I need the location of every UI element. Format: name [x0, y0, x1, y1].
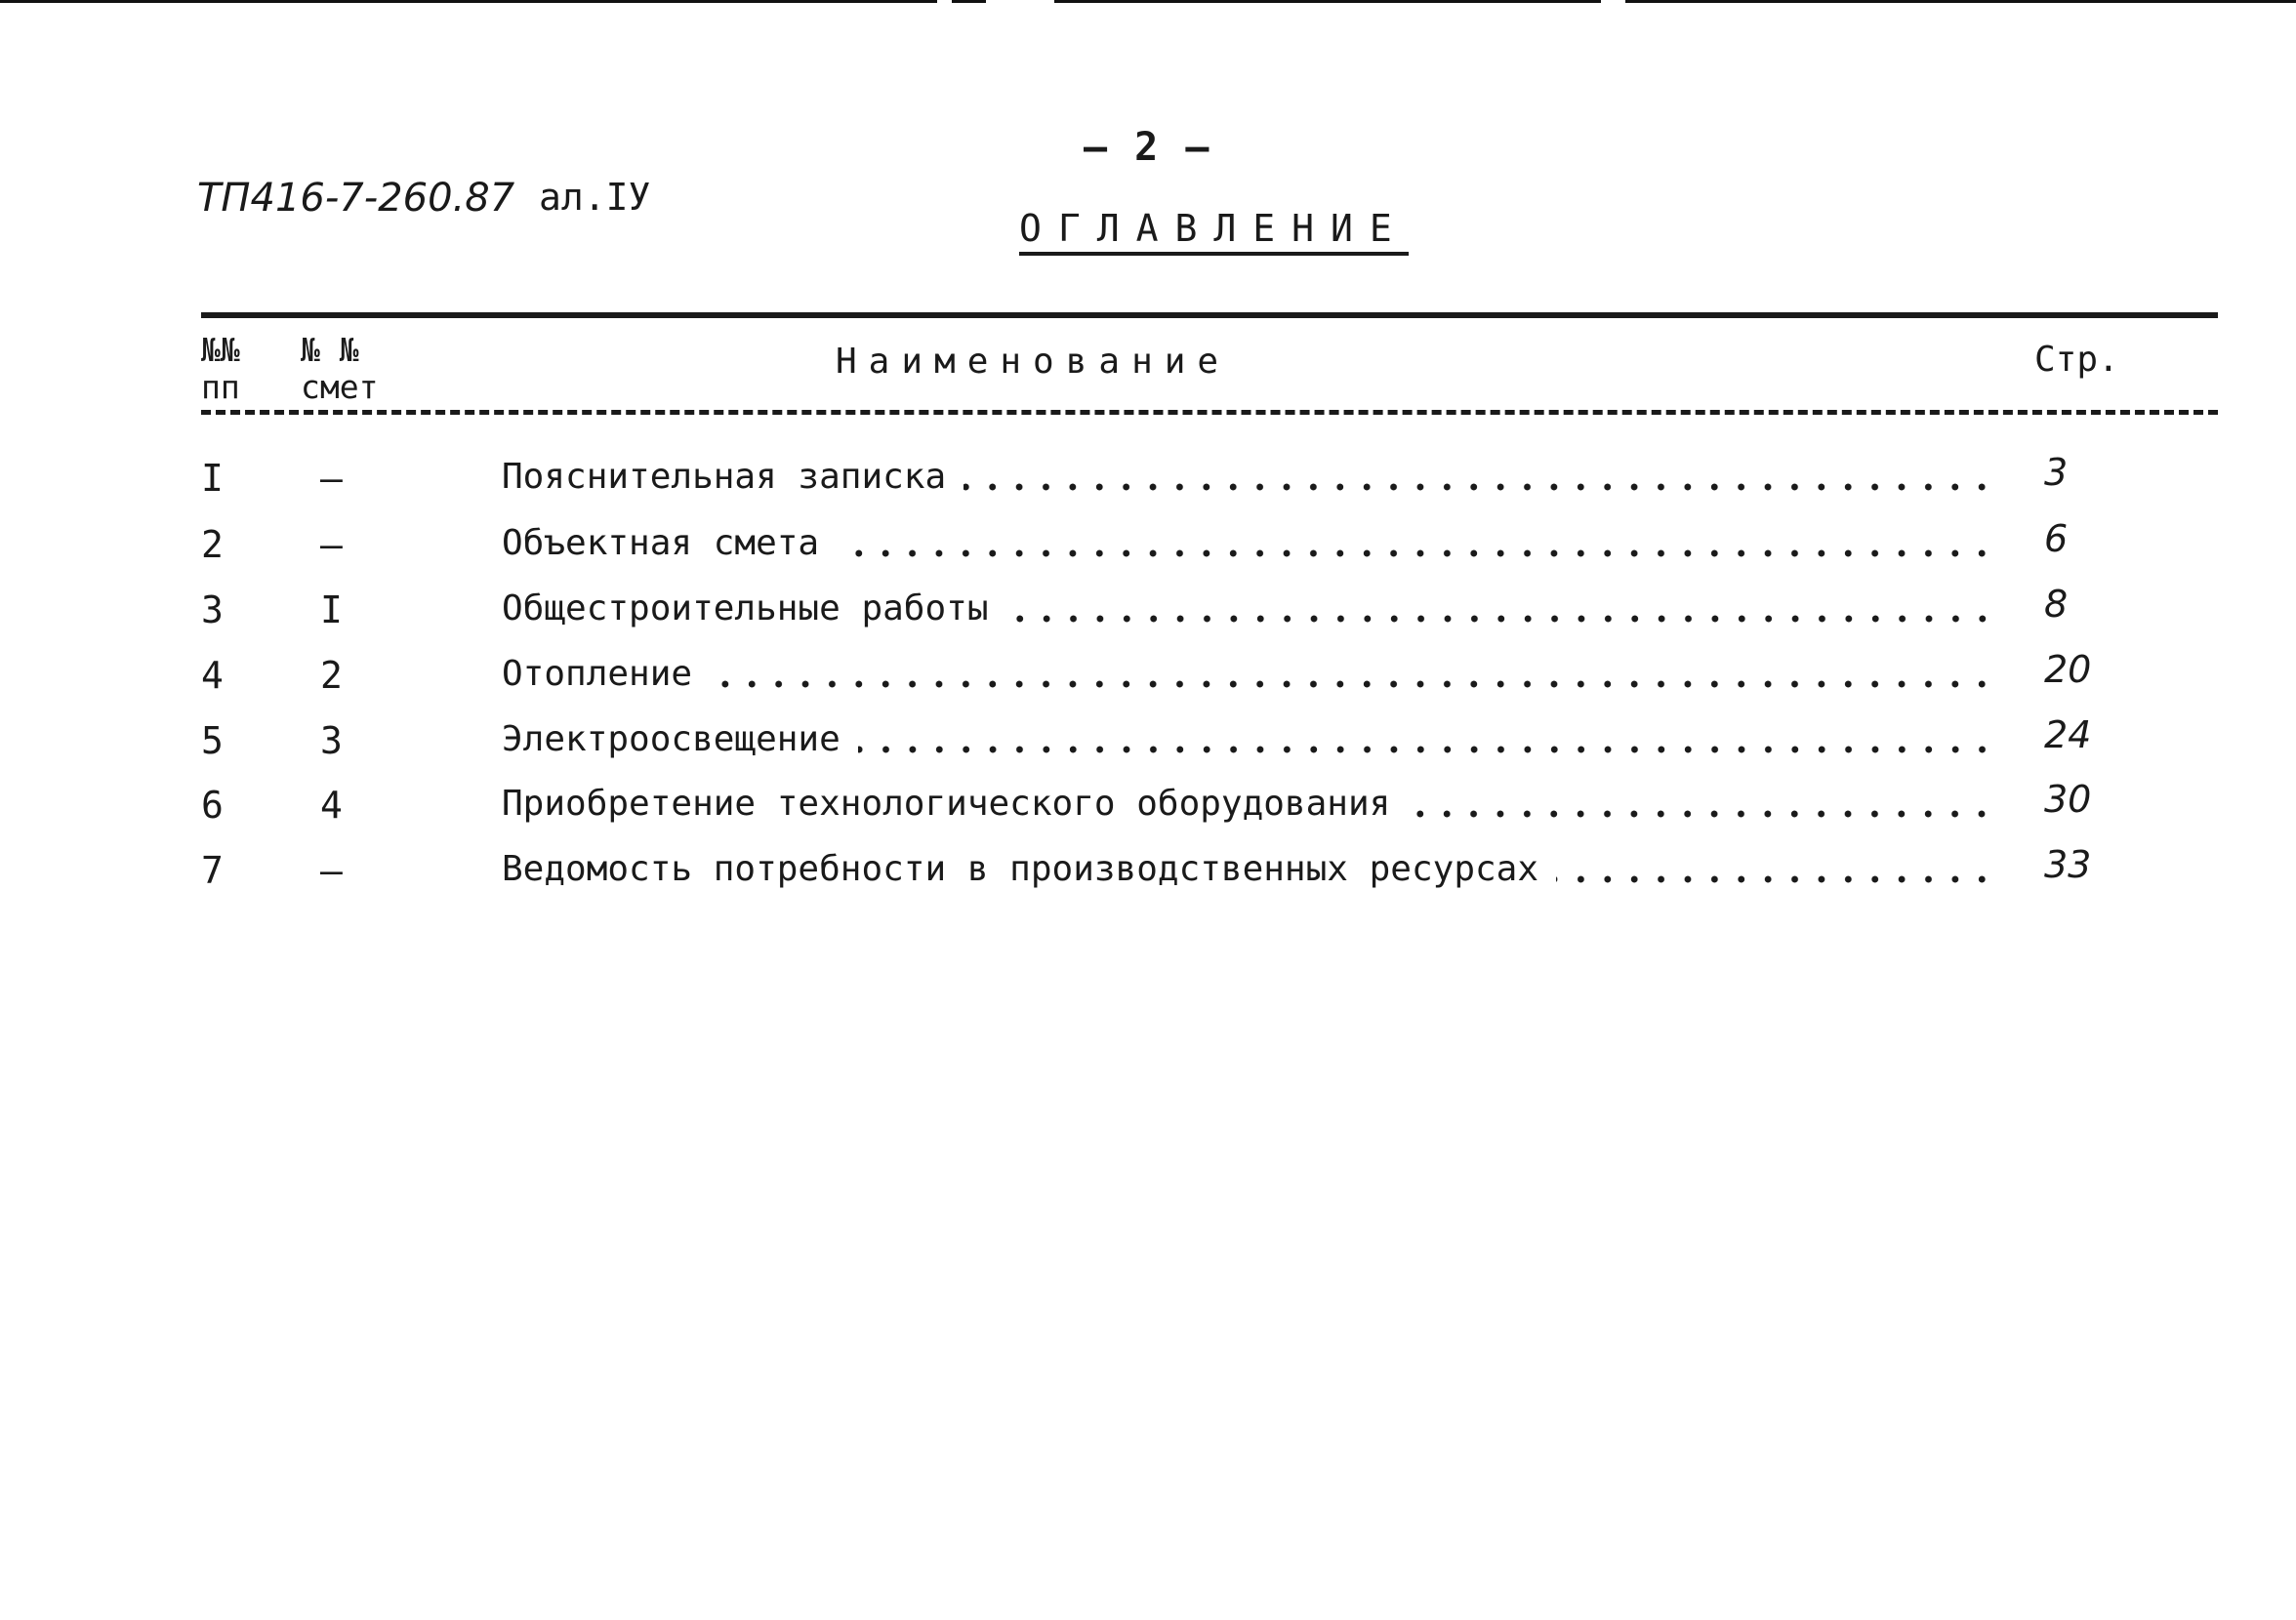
row-number: 7 — [201, 849, 224, 892]
row-number: 3 — [201, 588, 224, 631]
row-title — [502, 588, 1995, 637]
row-estimate: 2 — [320, 654, 343, 697]
dot-leader — [964, 483, 1995, 491]
table-row — [0, 451, 2296, 515]
row-title — [502, 523, 1995, 572]
row-page: 8 — [2044, 583, 2069, 626]
row-estimate: – — [320, 523, 343, 566]
document-code: ТП416-7-260.87 — [197, 176, 515, 221]
dot-leader — [1006, 615, 1996, 623]
dot-leader — [837, 549, 1995, 557]
header-page: Стр. — [2034, 340, 2119, 380]
table-row — [0, 517, 2296, 582]
row-estimate: – — [320, 457, 343, 500]
table-top-rule — [201, 312, 2218, 318]
row-title-text: Электроосвещение — [502, 719, 840, 759]
header-item-number — [201, 332, 240, 406]
row-number: 6 — [201, 784, 224, 827]
row-title-text: Общестроительные работы — [502, 588, 989, 628]
row-number: 5 — [201, 719, 224, 762]
table-header-rule — [201, 410, 2218, 415]
row-title — [502, 849, 1995, 898]
dot-leader — [1408, 810, 1995, 818]
page-top-border — [0, 0, 2296, 3]
row-page: 3 — [2044, 451, 2069, 494]
page-number: – 2 – — [1084, 125, 1211, 170]
row-page: 24 — [2044, 713, 2092, 756]
table-row — [0, 713, 2296, 778]
row-title — [502, 654, 1995, 703]
header-estimate-number-line2: смет — [301, 368, 379, 406]
table-row — [0, 843, 2296, 908]
row-title-text: Ведомость потребности в производственных ресурсах — [502, 849, 1539, 889]
table-row — [0, 778, 2296, 842]
row-page: 20 — [2044, 648, 2092, 691]
table-row — [0, 648, 2296, 712]
row-title — [502, 457, 1995, 506]
row-estimate: 4 — [320, 784, 343, 827]
row-estimate: 3 — [320, 719, 343, 762]
row-page: 30 — [2044, 778, 2092, 821]
row-number: 4 — [201, 654, 224, 697]
document-album: ал.IУ — [539, 176, 651, 219]
header-estimate-number-line1: № № — [301, 331, 359, 369]
table-row — [0, 583, 2296, 647]
row-estimate: – — [320, 849, 343, 892]
dot-leader — [858, 746, 1995, 753]
row-number: 2 — [201, 523, 224, 566]
row-title-text: Объектная смета — [502, 523, 820, 563]
header-estimate-number — [301, 332, 378, 406]
row-page: 33 — [2044, 843, 2092, 886]
row-title — [502, 719, 1995, 768]
header-item-number-line1: №№ — [201, 331, 240, 369]
row-estimate: I — [320, 588, 343, 631]
row-title-text: Приобретение технологического оборудования — [502, 784, 1391, 824]
header-name: Наименование — [836, 342, 1231, 382]
row-title — [502, 784, 1995, 832]
page-title: ОГЛАВЛЕНИЕ — [1019, 207, 1409, 256]
row-number: I — [201, 457, 224, 500]
row-page: 6 — [2044, 517, 2069, 560]
row-title-text: Пояснительная записка — [502, 457, 947, 497]
dot-leader — [1556, 875, 1995, 883]
header-item-number-line2: пп — [201, 368, 240, 406]
dot-leader — [710, 680, 1995, 688]
row-title-text: Отопление — [502, 654, 693, 694]
